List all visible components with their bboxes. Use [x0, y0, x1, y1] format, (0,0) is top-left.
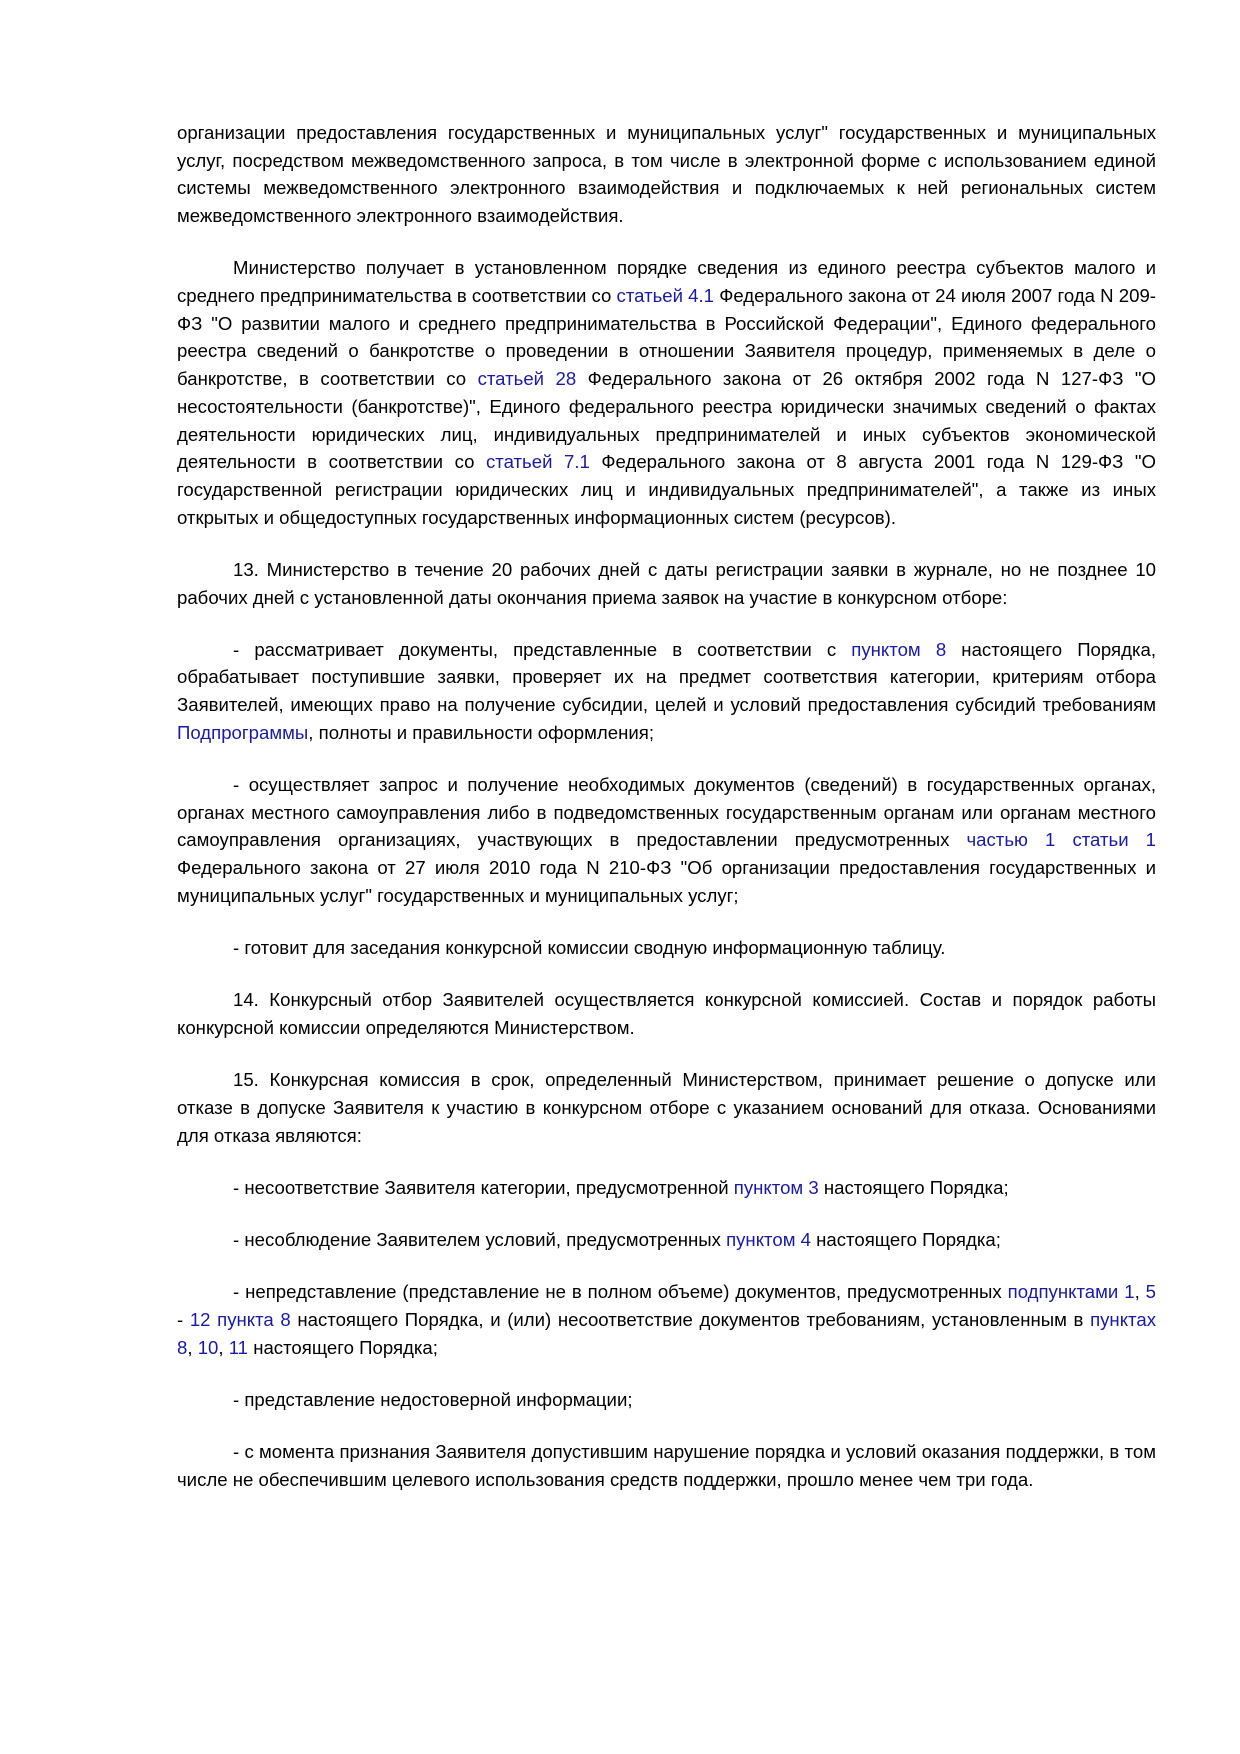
paragraph [177, 771, 1156, 910]
cross-reference-link[interactable]: пунктом 3 [733, 1176, 819, 1198]
paragraph-text: , [218, 1336, 229, 1358]
cross-reference-link[interactable]: статьей 4.1 [616, 285, 715, 307]
paragraph-text: , [1134, 1281, 1146, 1303]
paragraph [177, 119, 1156, 230]
cross-reference-link[interactable]: статьей 28 [477, 368, 577, 390]
paragraph-text: настоящего Порядка; [248, 1336, 438, 1358]
paragraph [177, 636, 1156, 747]
paragraph [177, 254, 1156, 531]
cross-reference-link[interactable]: пунктом 4 [726, 1229, 811, 1250]
cross-reference-link[interactable]: 5 [1145, 1281, 1156, 1303]
paragraph-text: настоящего Порядка, и (или) несоответствие документов требованиям, установленным в [290, 1308, 1091, 1330]
paragraph-text: 14. Конкурсный отбор Заявителей осуществляется конкурсной комиссией. Состав и порядок работы конкурсной комиссии определяются Министерством. [177, 989, 1156, 1038]
paragraph-text: - несоблюдение Заявителем условий, предусмотренных [233, 1229, 727, 1250]
paragraph-text: - несоответствие Заявителя категории, предусмотренной [233, 1176, 734, 1198]
cross-reference-link[interactable]: подпунктами 1 [1007, 1281, 1135, 1303]
paragraph-text: настоящего Порядка, обрабатывает поступившие заявки, проверяет их на предмет соответствия категории, критериям отбора Заявителей, имеющих право на получение субсидии, целей и условий предоставления субсидий требованиям [177, 638, 1156, 716]
paragraph-text: - готовит для заседания конкурсной комиссии сводную информационную таблицу. [233, 937, 946, 959]
cross-reference-link[interactable]: пунктом 8 [851, 638, 947, 660]
paragraph-text: - [177, 1308, 190, 1330]
paragraph [177, 1174, 1156, 1202]
paragraph [177, 1278, 1156, 1361]
paragraph-text: Федерального закона от 8 августа 2001 года N 129-ФЗ "О государственной регистрации юридических лиц и индивидуальных предпринимателей", а также из иных открытых и общедоступных государственных информационных систем (ресурсов). [177, 451, 1156, 528]
paragraph [177, 556, 1156, 611]
paragraph-text: Федерального закона от 24 июля 2007 года N 209-ФЗ "О развитии малого и среднего предпринимательства в Российской Федерации", Единого федерального реестра сведений о банкротстве о проведении в отношении Заявителя процедур, применяемых в деле о банкротстве, в соответствии со [177, 285, 1156, 390]
paragraph-text: организации предоставления государственных и муниципальных услуг" государственных и муниципальных услуг, посредством межведомственного запроса, в том числе в электронной форме с использованием единой системы межведомственного электронного взаимодействия и подключаемых к ней региональных систем межведомственного электронного взаимодействия. [177, 122, 1156, 227]
paragraph-text: Федерального закона от 27 июля 2010 года N 210-ФЗ "Об организации предоставления государственных и муниципальных услуг" государственных и муниципальных услуг; [177, 857, 1156, 906]
paragraph [177, 986, 1156, 1041]
paragraph-text: , полноты и правильности оформления; [308, 721, 654, 743]
cross-reference-link[interactable]: 12 пункта 8 [189, 1308, 291, 1330]
paragraph [177, 1386, 1156, 1414]
paragraph-text: настоящего Порядка; [810, 1229, 1001, 1250]
paragraph [177, 1226, 1156, 1254]
cross-reference-link[interactable]: 10 [197, 1336, 219, 1358]
paragraph-text: 13. Министерство в течение 20 рабочих дней с даты регистрации заявки в журнале, но не позднее 10 рабочих дней с установленной даты окончания приема заявок на участие в конкурсном отборе: [177, 558, 1156, 608]
paragraph-text: настоящего Порядка; [818, 1176, 1009, 1198]
paragraph-text: - непредставление (представление не в полном объеме) документов, предусмотренных [233, 1281, 1008, 1303]
paragraph-text: - осуществляет запрос и получение необходимых документов (сведений) в государственных органах, органах местного самоуправления либо в подведомственных государственным органам или органам местного самоуправления организациях, участвующих в предоставлении предусмотренных [177, 774, 1156, 851]
paragraph-text: Федерального закона от 26 октября 2002 года N 127-ФЗ "О несостоятельности (банкротстве)", Единого федерального реестра юридически значимых сведений о фактах деятельности юридических лиц, индивидуальных предпринимателей и иных субъектов экономической деятельности в соответствии со [177, 368, 1156, 473]
paragraph-text: - с момента признания Заявителя допустившим нарушение порядка и условий оказания поддержки, в том числе не обеспечившим целевого использования средств поддержки, прошло менее чем три года. [177, 1441, 1156, 1490]
paragraph [177, 934, 1156, 962]
paragraph-text: - представление недостоверной информации; [233, 1388, 633, 1410]
paragraph-text: 15. Конкурсная комиссия в срок, определенный Министерством, принимает решение о допуске или отказе в допуске Заявителя к участию в конкурсном отборе с указанием оснований для отказа. Основаниями для отказа являются: [177, 1069, 1156, 1146]
paragraph [177, 1438, 1156, 1493]
cross-reference-link[interactable]: 11 [228, 1336, 249, 1358]
cross-reference-link[interactable]: Подпрограммы [177, 721, 309, 743]
cross-reference-link[interactable]: статьей 7.1 [486, 451, 590, 473]
paragraph-text: , [187, 1336, 198, 1358]
cross-reference-link[interactable]: пунктах 8 [177, 1308, 1156, 1358]
cross-reference-link[interactable]: частью 1 статьи 1 [966, 829, 1156, 851]
paragraph-text: - рассматривает документы, представленные в соответствии с [233, 638, 852, 660]
paragraph [177, 1066, 1156, 1149]
paragraph-text: Министерство получает в установленном порядке сведения из единого реестра субъектов малого и среднего предпринимательства в соответствии со [177, 257, 1156, 307]
